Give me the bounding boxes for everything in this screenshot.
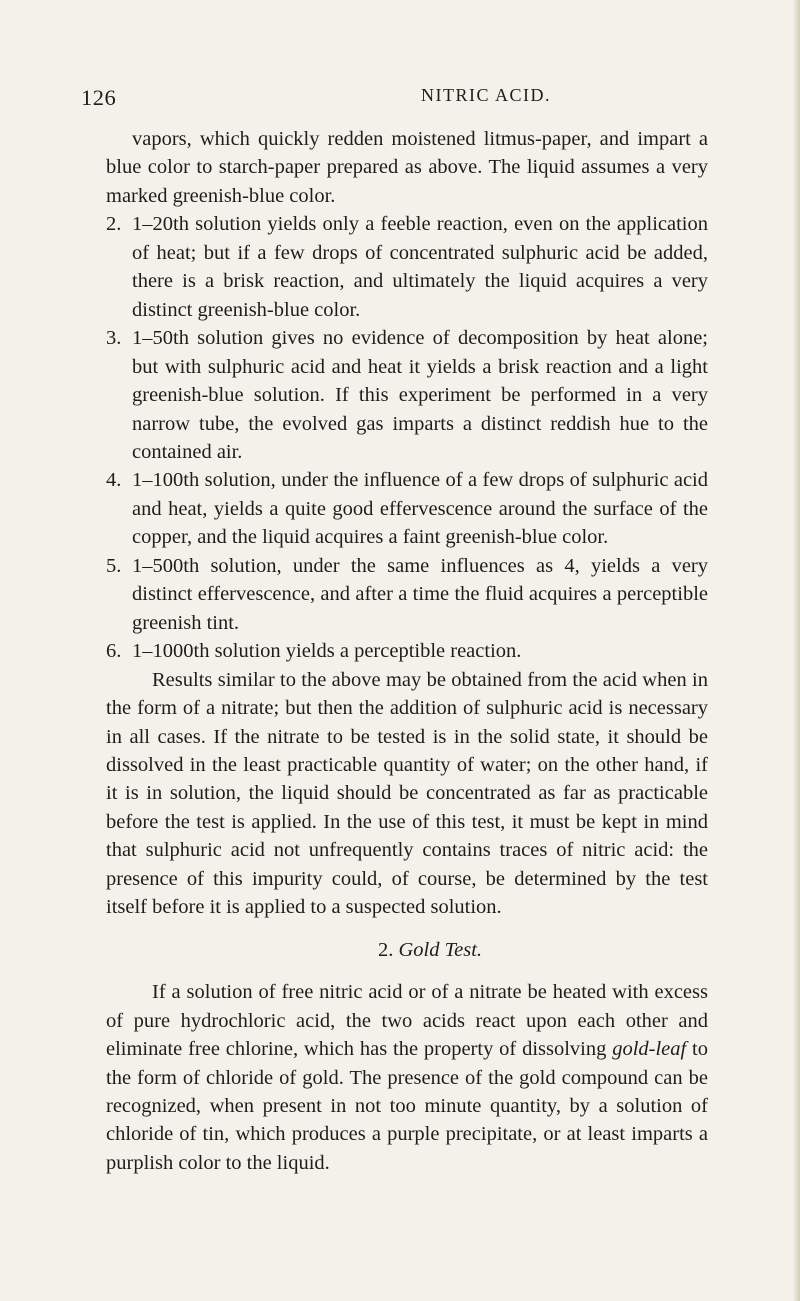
page-edge-shadow (793, 0, 800, 1301)
list-item (106, 210, 708, 324)
list-item (106, 324, 708, 466)
gold-text-before: If a solution of free nitric acid or of a nitrate be heated with excess of pure hydrochloric acid, the two acids react upon each other and eliminate free chlorine, which has the property of dissolving (106, 981, 708, 1061)
section-heading (106, 936, 708, 964)
continuation-paragraph: vapors, which quickly redden moistened litmus-paper, and impart a blue color to starch-paper prepared as above. The liquid assumes a very marked greenish-blue color. (106, 128, 708, 207)
page-body (106, 125, 708, 1177)
item-number: 6. (106, 640, 122, 663)
gold-text-after: to the form of chloride of gold. The presence of the gold compound can be recognized, when present in not too minute quantity, by a solution of chloride of tin, which produces a purple precipitate, or at least imparts a purplish color to the liquid. (106, 1038, 708, 1174)
item-text: 1–100th solution, under the influence of a few drops of sulphuric acid and heat, yields a quite good effervescence around the surface of the copper, and the liquid acquires a faint greenish-blue color. (132, 469, 708, 549)
item-number: 2. (106, 213, 122, 236)
section-number: 2. (377, 938, 394, 961)
running-head: NITRIC ACID. (421, 85, 551, 105)
item-number: 3. (106, 327, 122, 350)
section-title: Gold Test. (398, 938, 483, 961)
item-number: 4. (106, 469, 122, 492)
list-item (106, 552, 708, 637)
list-item (106, 637, 708, 665)
item-text: 1–20th solution yields only a feeble reaction, even on the application of heat; but if a few drops of concentrated sulphuric acid be added, there is a brisk reaction, and ultimately the liquid acquires a very distinct greenish-blue color. (132, 213, 708, 321)
item-text: 1–50th solution gives no evidence of decomposition by heat alone; but with sulphuric acid and heat it yields a brisk reaction and a light greenish-blue solution. If this experiment be performed in a very narrow tube, the evolved gas imparts a distinct reddish hue to the contained air. (132, 327, 708, 463)
page-number: 126 (81, 85, 117, 110)
gold-leaf-emphasis: gold-leaf (612, 1038, 687, 1061)
item-number: 5. (106, 554, 122, 577)
item-text: 1–1000th solution yields a perceptible reaction. (132, 640, 522, 663)
results-paragraph: Results similar to the above may be obtained from the acid when in the form of a nitrate; but then the addition of sulphuric acid is necessary in all cases. If the nitrate to be tested is in the solid state, it should be dissolved in the least practicable quantity of water; on the other hand, if it is in solution, the liquid should be concentrated as far as practicable before the test is applied. In the use of this test, it must be kept in mind that sulphuric acid not unfrequently contains traces of nitric acid: the presence of this impurity could, of course, be determined by the test itself before it is applied to a suspected solution. (106, 668, 708, 919)
gold-test-paragraph (106, 978, 708, 1177)
page-header (81, 85, 696, 115)
item-text: 1–500th solution, under the same influences as 4, yields a very distinct effervescence, and after a time the fluid acquires a perceptible greenish tint. (132, 554, 708, 634)
list-item (106, 466, 708, 551)
